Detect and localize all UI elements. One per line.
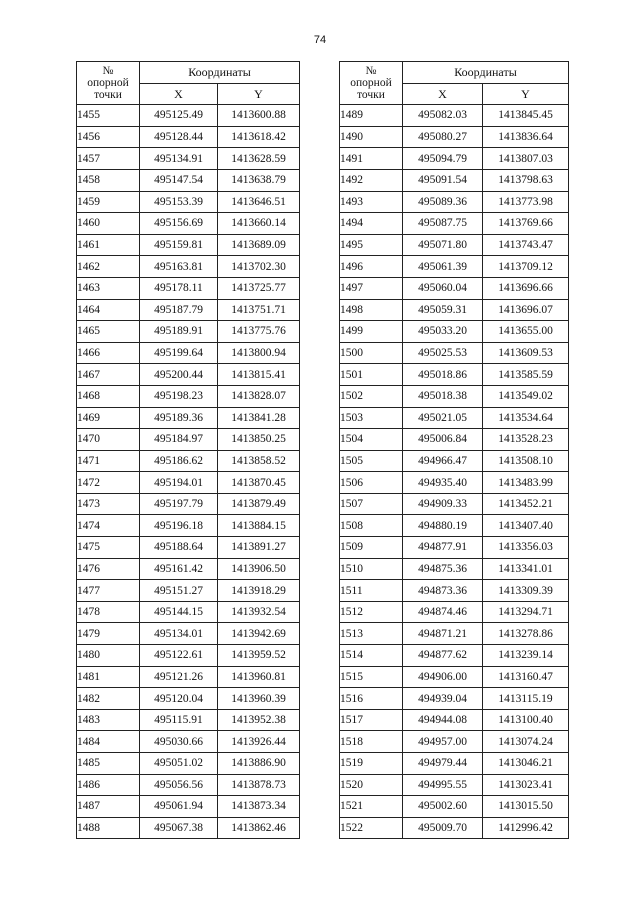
point-number-cell: 1494: [340, 213, 403, 235]
point-number-header: № опорной точки: [340, 62, 403, 105]
x-coordinate-cell: 494939.04: [403, 688, 483, 710]
point-number-cell: 1455: [77, 105, 140, 127]
x-coordinate-cell: 495156.69: [140, 213, 218, 235]
y-coordinate-cell: 1413942.69: [218, 623, 300, 645]
x-coordinate-cell: 494995.55: [403, 774, 483, 796]
point-number-cell: 1457: [77, 148, 140, 170]
y-coordinate-cell: 1413932.54: [218, 601, 300, 623]
x-coordinate-cell: 494874.46: [403, 601, 483, 623]
point-number-cell: 1477: [77, 580, 140, 602]
table-row: [77, 537, 300, 559]
table-row: [77, 321, 300, 343]
point-number-cell: 1460: [77, 213, 140, 235]
point-number-cell: 1522: [340, 817, 403, 839]
y-coordinate-cell: 1413878.73: [218, 774, 300, 796]
y-header: Y: [218, 83, 300, 105]
y-coordinate-cell: 1413828.07: [218, 385, 300, 407]
table-row: [77, 429, 300, 451]
x-coordinate-cell: 495134.91: [140, 148, 218, 170]
table-row: [340, 342, 569, 364]
point-number-cell: 1466: [77, 342, 140, 364]
table-row: [340, 493, 569, 515]
point-number-cell: 1488: [77, 817, 140, 839]
point-number-cell: 1503: [340, 407, 403, 429]
x-coordinate-cell: 495122.61: [140, 645, 218, 667]
x-coordinate-cell: 495080.27: [403, 126, 483, 148]
table-row: [77, 472, 300, 494]
table-row: [340, 774, 569, 796]
table-row: [77, 213, 300, 235]
y-coordinate-cell: 1413294.71: [483, 601, 569, 623]
coordinates-header: Координаты: [140, 62, 300, 84]
point-number-cell: 1497: [340, 277, 403, 299]
table-row: [340, 472, 569, 494]
y-coordinate-cell: 1413775.76: [218, 321, 300, 343]
x-coordinate-cell: 495071.80: [403, 234, 483, 256]
table-row: [340, 580, 569, 602]
point-number-cell: 1492: [340, 169, 403, 191]
table-row: [340, 169, 569, 191]
x-coordinate-cell: 494873.36: [403, 580, 483, 602]
table-row: [340, 213, 569, 235]
point-number-cell: 1515: [340, 666, 403, 688]
x-coordinate-cell: 494875.36: [403, 558, 483, 580]
x-coordinate-cell: 495198.23: [140, 385, 218, 407]
table-row: [340, 126, 569, 148]
x-coordinate-cell: 494877.91: [403, 537, 483, 559]
x-coordinate-cell: 494944.08: [403, 709, 483, 731]
y-coordinate-cell: 1413798.63: [483, 169, 569, 191]
y-coordinate-cell: 1413960.39: [218, 688, 300, 710]
x-coordinate-cell: 495188.64: [140, 537, 218, 559]
point-number-cell: 1517: [340, 709, 403, 731]
point-number-cell: 1508: [340, 515, 403, 537]
table-row: [340, 645, 569, 667]
point-number-cell: 1478: [77, 601, 140, 623]
table-row: [77, 753, 300, 775]
table-row: [77, 385, 300, 407]
x-coordinate-cell: 494871.21: [403, 623, 483, 645]
point-number-cell: 1496: [340, 256, 403, 278]
table-row: [340, 666, 569, 688]
y-coordinate-cell: 1413800.94: [218, 342, 300, 364]
y-coordinate-cell: 1413769.66: [483, 213, 569, 235]
point-number-cell: 1465: [77, 321, 140, 343]
table-row: [77, 580, 300, 602]
point-number-cell: 1500: [340, 342, 403, 364]
y-coordinate-cell: 1413628.59: [218, 148, 300, 170]
x-coordinate-cell: 495089.36: [403, 191, 483, 213]
y-coordinate-cell: 1413696.07: [483, 299, 569, 321]
y-coordinate-cell: 1413879.49: [218, 493, 300, 515]
point-number-cell: 1474: [77, 515, 140, 537]
y-coordinate-cell: 1413341.01: [483, 558, 569, 580]
point-number-cell: 1513: [340, 623, 403, 645]
point-number-cell: 1468: [77, 385, 140, 407]
point-number-cell: 1459: [77, 191, 140, 213]
point-number-cell: 1516: [340, 688, 403, 710]
point-number-cell: 1489: [340, 105, 403, 127]
y-coordinate-cell: 1413046.21: [483, 753, 569, 775]
point-number-cell: 1490: [340, 126, 403, 148]
point-number-cell: 1502: [340, 385, 403, 407]
y-coordinate-cell: 1413873.34: [218, 796, 300, 818]
table-row: [77, 148, 300, 170]
y-coordinate-cell: 1413926.44: [218, 731, 300, 753]
coordinates-table-left: [76, 61, 300, 839]
x-coordinate-cell: 495161.42: [140, 558, 218, 580]
x-coordinate-cell: 495061.39: [403, 256, 483, 278]
table-row: [340, 623, 569, 645]
table-row: [340, 299, 569, 321]
x-coordinate-cell: 495144.15: [140, 601, 218, 623]
x-coordinate-cell: 495159.81: [140, 234, 218, 256]
y-coordinate-cell: 1413886.90: [218, 753, 300, 775]
x-coordinate-cell: 495199.64: [140, 342, 218, 364]
x-coordinate-cell: 495187.79: [140, 299, 218, 321]
point-number-cell: 1493: [340, 191, 403, 213]
point-number-cell: 1521: [340, 796, 403, 818]
point-number-cell: 1482: [77, 688, 140, 710]
point-number-cell: 1473: [77, 493, 140, 515]
table-row: [77, 645, 300, 667]
table-row: [340, 385, 569, 407]
table-row: [340, 601, 569, 623]
point-number-cell: 1463: [77, 277, 140, 299]
table-row: [340, 731, 569, 753]
y-coordinate-cell: 1413845.45: [483, 105, 569, 127]
y-coordinate-cell: 1413952.38: [218, 709, 300, 731]
y-coordinate-cell: 1413278.86: [483, 623, 569, 645]
table-row: [340, 364, 569, 386]
y-coordinate-cell: 1413702.30: [218, 256, 300, 278]
table-row: [77, 277, 300, 299]
x-coordinate-cell: 494957.00: [403, 731, 483, 753]
y-coordinate-cell: 1413773.98: [483, 191, 569, 213]
point-number-cell: 1485: [77, 753, 140, 775]
x-coordinate-cell: 495051.02: [140, 753, 218, 775]
coordinates-header: Координаты: [403, 62, 569, 84]
point-number-cell: 1499: [340, 321, 403, 343]
table-row: [77, 558, 300, 580]
table-row: [77, 601, 300, 623]
x-coordinate-cell: 495025.53: [403, 342, 483, 364]
point-number-header: № опорной точки: [77, 62, 140, 105]
y-coordinate-cell: 1413850.25: [218, 429, 300, 451]
table-row: [77, 709, 300, 731]
x-coordinate-cell: 495125.49: [140, 105, 218, 127]
x-coordinate-cell: 495091.54: [403, 169, 483, 191]
y-header: Y: [483, 83, 569, 105]
y-coordinate-cell: 1413160.47: [483, 666, 569, 688]
table-row: [340, 277, 569, 299]
y-coordinate-cell: 1413015.50: [483, 796, 569, 818]
x-coordinate-cell: 495056.56: [140, 774, 218, 796]
y-coordinate-cell: 1413807.03: [483, 148, 569, 170]
x-coordinate-cell: 495153.39: [140, 191, 218, 213]
x-header: X: [403, 83, 483, 105]
table-row: [340, 234, 569, 256]
x-coordinate-cell: 495178.11: [140, 277, 218, 299]
y-coordinate-cell: 1413725.77: [218, 277, 300, 299]
point-number-cell: 1505: [340, 450, 403, 472]
point-number-cell: 1491: [340, 148, 403, 170]
point-number-cell: 1506: [340, 472, 403, 494]
point-number-cell: 1467: [77, 364, 140, 386]
table-row: [77, 450, 300, 472]
x-coordinate-cell: 495147.54: [140, 169, 218, 191]
y-coordinate-cell: 1413638.79: [218, 169, 300, 191]
y-coordinate-cell: 1413918.29: [218, 580, 300, 602]
point-number-cell: 1471: [77, 450, 140, 472]
x-coordinate-cell: 495128.44: [140, 126, 218, 148]
table-row: [340, 105, 569, 127]
x-coordinate-cell: 495021.05: [403, 407, 483, 429]
y-coordinate-cell: 1413600.88: [218, 105, 300, 127]
y-coordinate-cell: 1413023.41: [483, 774, 569, 796]
point-number-cell: 1476: [77, 558, 140, 580]
x-coordinate-cell: 495067.38: [140, 817, 218, 839]
point-number-cell: 1498: [340, 299, 403, 321]
table-row: [340, 256, 569, 278]
y-coordinate-cell: 1413660.14: [218, 213, 300, 235]
point-number-cell: 1519: [340, 753, 403, 775]
table-row: [340, 450, 569, 472]
point-number-cell: 1507: [340, 493, 403, 515]
x-coordinate-cell: 495006.84: [403, 429, 483, 451]
x-coordinate-cell: 495184.97: [140, 429, 218, 451]
point-number-cell: 1456: [77, 126, 140, 148]
x-coordinate-cell: 495018.86: [403, 364, 483, 386]
y-coordinate-cell: 1413309.39: [483, 580, 569, 602]
x-coordinate-cell: 495163.81: [140, 256, 218, 278]
y-coordinate-cell: 1413959.52: [218, 645, 300, 667]
table-row: [340, 688, 569, 710]
point-number-cell: 1514: [340, 645, 403, 667]
y-coordinate-cell: 1413709.12: [483, 256, 569, 278]
point-number-cell: 1484: [77, 731, 140, 753]
table-row: [340, 429, 569, 451]
y-coordinate-cell: 1413891.27: [218, 537, 300, 559]
table-row: [340, 753, 569, 775]
x-coordinate-cell: 494909.33: [403, 493, 483, 515]
point-number-cell: 1518: [340, 731, 403, 753]
point-number-cell: 1480: [77, 645, 140, 667]
x-coordinate-cell: 495033.20: [403, 321, 483, 343]
y-coordinate-cell: 1413836.64: [483, 126, 569, 148]
table-row: [77, 493, 300, 515]
x-coordinate-cell: 495121.26: [140, 666, 218, 688]
table-row: [77, 623, 300, 645]
y-coordinate-cell: 1413743.47: [483, 234, 569, 256]
x-coordinate-cell: 495189.36: [140, 407, 218, 429]
table-row: [77, 299, 300, 321]
table-row: [77, 774, 300, 796]
x-header: X: [140, 83, 218, 105]
point-number-cell: 1486: [77, 774, 140, 796]
x-coordinate-cell: 494906.00: [403, 666, 483, 688]
table-row: [77, 407, 300, 429]
y-coordinate-cell: 1413751.71: [218, 299, 300, 321]
y-coordinate-cell: 1413689.09: [218, 234, 300, 256]
table-row: [77, 234, 300, 256]
x-coordinate-cell: 495061.94: [140, 796, 218, 818]
table-row: [77, 169, 300, 191]
table-row: [77, 688, 300, 710]
x-coordinate-cell: 495200.44: [140, 364, 218, 386]
coordinates-table-right: [339, 61, 569, 839]
y-coordinate-cell: 1413841.28: [218, 407, 300, 429]
x-coordinate-cell: 495094.79: [403, 148, 483, 170]
table-row: [77, 342, 300, 364]
x-coordinate-cell: 495186.62: [140, 450, 218, 472]
x-coordinate-cell: 494979.44: [403, 753, 483, 775]
y-coordinate-cell: 1413609.53: [483, 342, 569, 364]
point-number-cell: 1475: [77, 537, 140, 559]
point-number-cell: 1509: [340, 537, 403, 559]
x-coordinate-cell: 495189.91: [140, 321, 218, 343]
table-row: [340, 558, 569, 580]
x-coordinate-cell: 495060.04: [403, 277, 483, 299]
y-coordinate-cell: 1412996.42: [483, 817, 569, 839]
point-number-cell: 1501: [340, 364, 403, 386]
y-coordinate-cell: 1413585.59: [483, 364, 569, 386]
x-coordinate-cell: 494880.19: [403, 515, 483, 537]
table-row: [77, 105, 300, 127]
y-coordinate-cell: 1413074.24: [483, 731, 569, 753]
table-row: [340, 537, 569, 559]
y-coordinate-cell: 1413646.51: [218, 191, 300, 213]
point-number-cell: 1462: [77, 256, 140, 278]
table-row: [77, 731, 300, 753]
x-coordinate-cell: 494877.62: [403, 645, 483, 667]
y-coordinate-cell: 1413407.40: [483, 515, 569, 537]
point-number-cell: 1512: [340, 601, 403, 623]
point-number-cell: 1470: [77, 429, 140, 451]
point-number-cell: 1481: [77, 666, 140, 688]
page-number: 74: [313, 34, 327, 46]
table-row: [340, 817, 569, 839]
table-row: [340, 407, 569, 429]
x-coordinate-cell: 495030.66: [140, 731, 218, 753]
y-coordinate-cell: 1413858.52: [218, 450, 300, 472]
y-coordinate-cell: 1413870.45: [218, 472, 300, 494]
y-coordinate-cell: 1413696.66: [483, 277, 569, 299]
y-coordinate-cell: 1413884.15: [218, 515, 300, 537]
point-number-cell: 1510: [340, 558, 403, 580]
table-row: [77, 666, 300, 688]
y-coordinate-cell: 1413906.50: [218, 558, 300, 580]
x-coordinate-cell: 495009.70: [403, 817, 483, 839]
table-row: [77, 796, 300, 818]
table-row: [340, 515, 569, 537]
table-row: [77, 256, 300, 278]
y-coordinate-cell: 1413549.02: [483, 385, 569, 407]
x-coordinate-cell: 495196.18: [140, 515, 218, 537]
x-coordinate-cell: 495115.91: [140, 709, 218, 731]
table-row: [77, 126, 300, 148]
x-coordinate-cell: 495134.01: [140, 623, 218, 645]
table-row: [340, 321, 569, 343]
x-coordinate-cell: 495002.60: [403, 796, 483, 818]
point-number-cell: 1472: [77, 472, 140, 494]
y-coordinate-cell: 1413100.40: [483, 709, 569, 731]
table-row: [77, 817, 300, 839]
x-coordinate-cell: 495120.04: [140, 688, 218, 710]
table-row: [77, 364, 300, 386]
y-coordinate-cell: 1413815.41: [218, 364, 300, 386]
y-coordinate-cell: 1413508.10: [483, 450, 569, 472]
point-number-cell: 1487: [77, 796, 140, 818]
y-coordinate-cell: 1413960.81: [218, 666, 300, 688]
point-number-cell: 1511: [340, 580, 403, 602]
x-coordinate-cell: 495018.38: [403, 385, 483, 407]
x-coordinate-cell: 495059.31: [403, 299, 483, 321]
y-coordinate-cell: 1413862.46: [218, 817, 300, 839]
y-coordinate-cell: 1413356.03: [483, 537, 569, 559]
table-row: [340, 709, 569, 731]
point-number-cell: 1464: [77, 299, 140, 321]
point-number-cell: 1495: [340, 234, 403, 256]
table-row: [77, 191, 300, 213]
x-coordinate-cell: 495087.75: [403, 213, 483, 235]
y-coordinate-cell: 1413115.19: [483, 688, 569, 710]
point-number-cell: 1469: [77, 407, 140, 429]
point-number-cell: 1479: [77, 623, 140, 645]
x-coordinate-cell: 495197.79: [140, 493, 218, 515]
y-coordinate-cell: 1413239.14: [483, 645, 569, 667]
y-coordinate-cell: 1413655.00: [483, 321, 569, 343]
point-number-cell: 1483: [77, 709, 140, 731]
y-coordinate-cell: 1413618.42: [218, 126, 300, 148]
x-coordinate-cell: 494966.47: [403, 450, 483, 472]
point-number-cell: 1458: [77, 169, 140, 191]
y-coordinate-cell: 1413483.99: [483, 472, 569, 494]
table-row: [340, 148, 569, 170]
table-row: [340, 191, 569, 213]
x-coordinate-cell: 495151.27: [140, 580, 218, 602]
point-number-cell: 1504: [340, 429, 403, 451]
y-coordinate-cell: 1413534.64: [483, 407, 569, 429]
point-number-cell: 1461: [77, 234, 140, 256]
y-coordinate-cell: 1413452.21: [483, 493, 569, 515]
table-row: [340, 796, 569, 818]
x-coordinate-cell: 495194.01: [140, 472, 218, 494]
y-coordinate-cell: 1413528.23: [483, 429, 569, 451]
x-coordinate-cell: 495082.03: [403, 105, 483, 127]
table-row: [77, 515, 300, 537]
point-number-cell: 1520: [340, 774, 403, 796]
x-coordinate-cell: 494935.40: [403, 472, 483, 494]
